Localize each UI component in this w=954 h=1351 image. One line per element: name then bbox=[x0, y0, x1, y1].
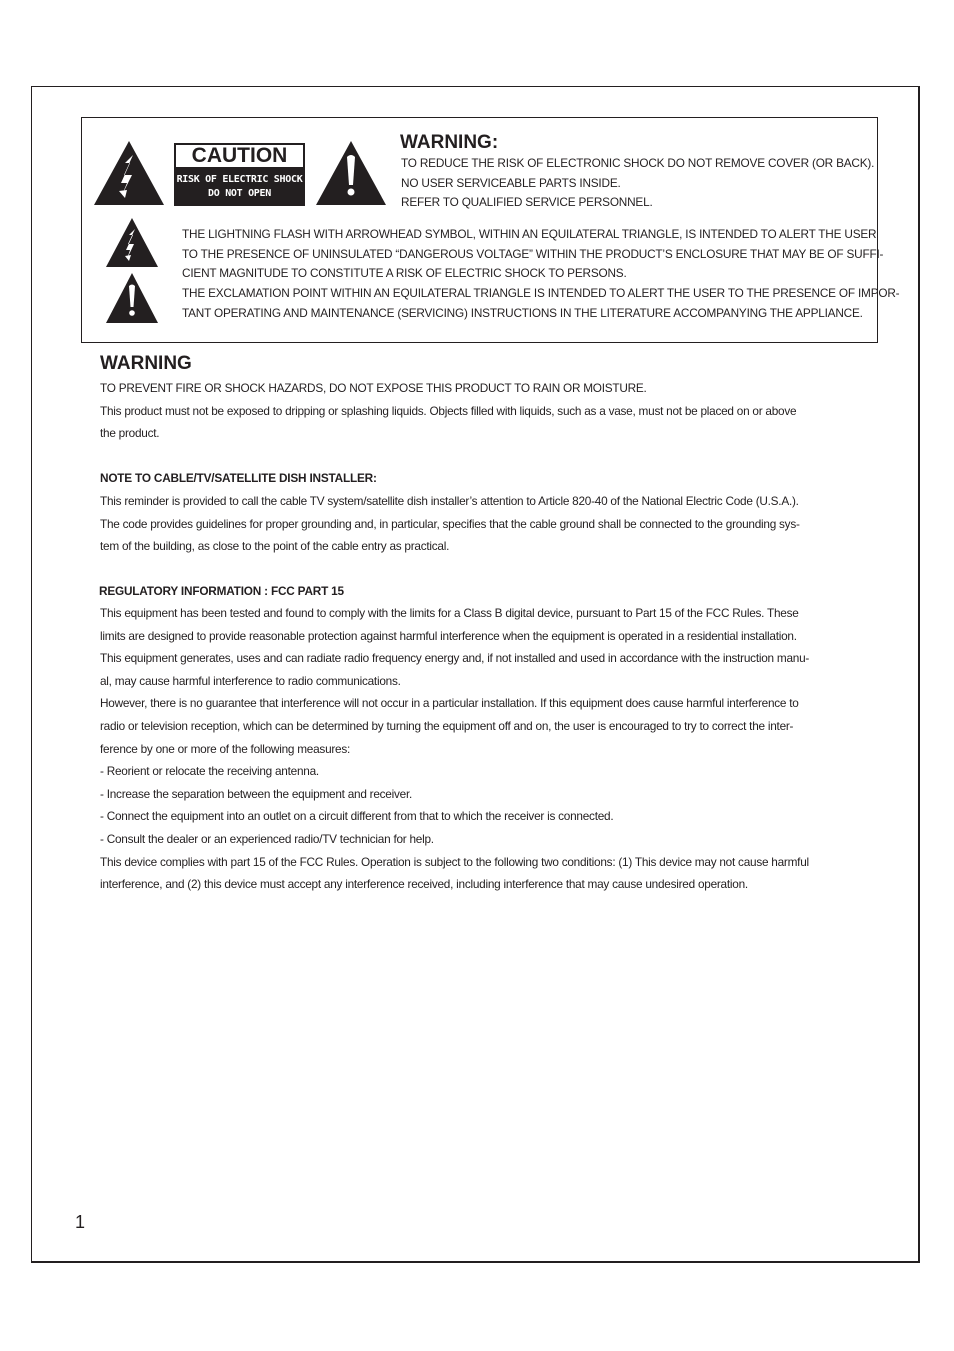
caution-label bbox=[174, 143, 305, 206]
small-exclamation-triangle-icon bbox=[106, 273, 158, 323]
warning-heading: WARNING bbox=[100, 353, 192, 374]
caution-line-2: DO NOT OPEN bbox=[208, 188, 271, 199]
warning-text bbox=[100, 377, 796, 445]
symbol-line: TANT OPERATING AND MAINTENANCE (SERVICING) INSTRUCTIONS IN THE LITERATURE ACCOMPANYING THE APPLIANCE. bbox=[182, 305, 863, 320]
caution-subtext bbox=[174, 169, 305, 206]
fcc-text bbox=[100, 602, 809, 896]
cable-note-text bbox=[100, 490, 800, 558]
box-warning-line: REFER TO QUALIFIED SERVICE PERSONNEL. bbox=[401, 195, 653, 210]
cable-note-line: The code provides guidelines for proper grounding and, in particular, specifies that the cable ground shall be connected to the grounding sys- bbox=[100, 516, 800, 531]
cable-note-heading: NOTE TO CABLE/TV/SATELLITE DISH INSTALLER: bbox=[100, 471, 377, 485]
exclamation-triangle-icon bbox=[316, 141, 386, 205]
fcc-line: This equipment has been tested and found to comply with the limits for a Class B digital device, pursuant to Part 15 of the FCC Rules. These bbox=[100, 606, 799, 620]
fcc-line: - Connect the equipment into an outlet on a circuit different from that to which the receiver is connected. bbox=[100, 809, 614, 824]
fcc-line: ference by one or more of the following measures: bbox=[100, 741, 351, 756]
warning-line: TO PREVENT FIRE OR SHOCK HAZARDS, DO NOT EXPOSE THIS PRODUCT TO RAIN OR MOISTURE. bbox=[100, 381, 647, 395]
warning-line: the product. bbox=[100, 426, 160, 441]
fcc-line: limits are designed to provide reasonable protection against harmful interference when the equipment is operated in a residential installation. bbox=[100, 628, 797, 643]
symbol-explanation-text bbox=[182, 225, 899, 324]
cable-note-line: This reminder is provided to call the cable TV system/satellite dish installer’s attention to Article 820-40 of the National Electric Code (U.S.A.). bbox=[100, 494, 799, 508]
symbol-line: THE EXCLAMATION POINT WITHIN AN EQUILATERAL TRIANGLE IS INTENDED TO ALERT THE USER TO THE PRESENCE OF IMPOR- bbox=[182, 286, 900, 301]
fcc-line: - Increase the separation between the equipment and receiver. bbox=[100, 786, 412, 801]
warning-line: This product must not be exposed to dripping or splashing liquids. Objects filled with liquids, such as a vase, must not be placed on or above bbox=[100, 403, 797, 418]
cable-note-line: tem of the building, as close to the point of the cable entry as practical. bbox=[100, 539, 450, 554]
fcc-line: radio or television reception, which can be determined by turning the equipment off and on, the user is encouraged to try to correct the inter- bbox=[100, 718, 794, 733]
fcc-line: This device complies with part 15 of the FCC Rules. Operation is subject to the following two conditions: (1) This device may not cause harmful bbox=[100, 854, 809, 869]
symbol-line: CIENT MAGNITUDE TO CONSTITUTE A RISK OF ELECTRIC SHOCK TO PERSONS. bbox=[182, 266, 627, 281]
fcc-line: This equipment generates, uses and can radiate radio frequency energy and, if not installed and used in accordance with the instruction manu- bbox=[100, 651, 810, 666]
caution-line-1: RISK OF ELECTRIC SHOCK bbox=[176, 174, 303, 185]
box-warning-line: TO REDUCE THE RISK OF ELECTRONIC SHOCK DO NOT REMOVE COVER (OR BACK). bbox=[401, 156, 875, 170]
box-warning-text bbox=[401, 154, 874, 213]
fcc-line: - Reorient or relocate the receiving antenna. bbox=[100, 764, 319, 779]
page-number: 1 bbox=[75, 1212, 86, 1232]
symbol-line: THE LIGHTNING FLASH WITH ARROWHEAD SYMBOL, WITHIN AN EQUILATERAL TRIANGLE, IS INTENDED TO ALERT THE USER bbox=[182, 227, 877, 241]
fcc-heading: REGULATORY INFORMATION : FCC PART 15 bbox=[99, 584, 344, 598]
box-warning-title: WARNING: bbox=[400, 132, 499, 153]
box-warning-line: NO USER SERVICEABLE PARTS INSIDE. bbox=[401, 175, 621, 190]
fcc-line: - Consult the dealer or an experienced radio/TV technician for help. bbox=[100, 831, 434, 846]
fcc-line: However, there is no guarantee that interference will not occur in a particular installation. If this equipment does cause harmful interference to bbox=[100, 696, 799, 711]
caution-title: CAUTION bbox=[174, 143, 305, 169]
fcc-line: interference, and (2) this device must accept any interference received, including interference that may cause undesired operation. bbox=[100, 877, 748, 892]
symbol-line: TO THE PRESENCE OF UNINSULATED “DANGEROUS VOLTAGE” WITHIN THE PRODUCT’S ENCLOSURE THAT MAY BE OF SUFFI- bbox=[182, 246, 884, 261]
small-lightning-triangle-icon bbox=[106, 218, 158, 267]
lightning-triangle-icon bbox=[94, 141, 164, 205]
fcc-line: al, may cause harmful interference to radio communications. bbox=[100, 673, 401, 688]
